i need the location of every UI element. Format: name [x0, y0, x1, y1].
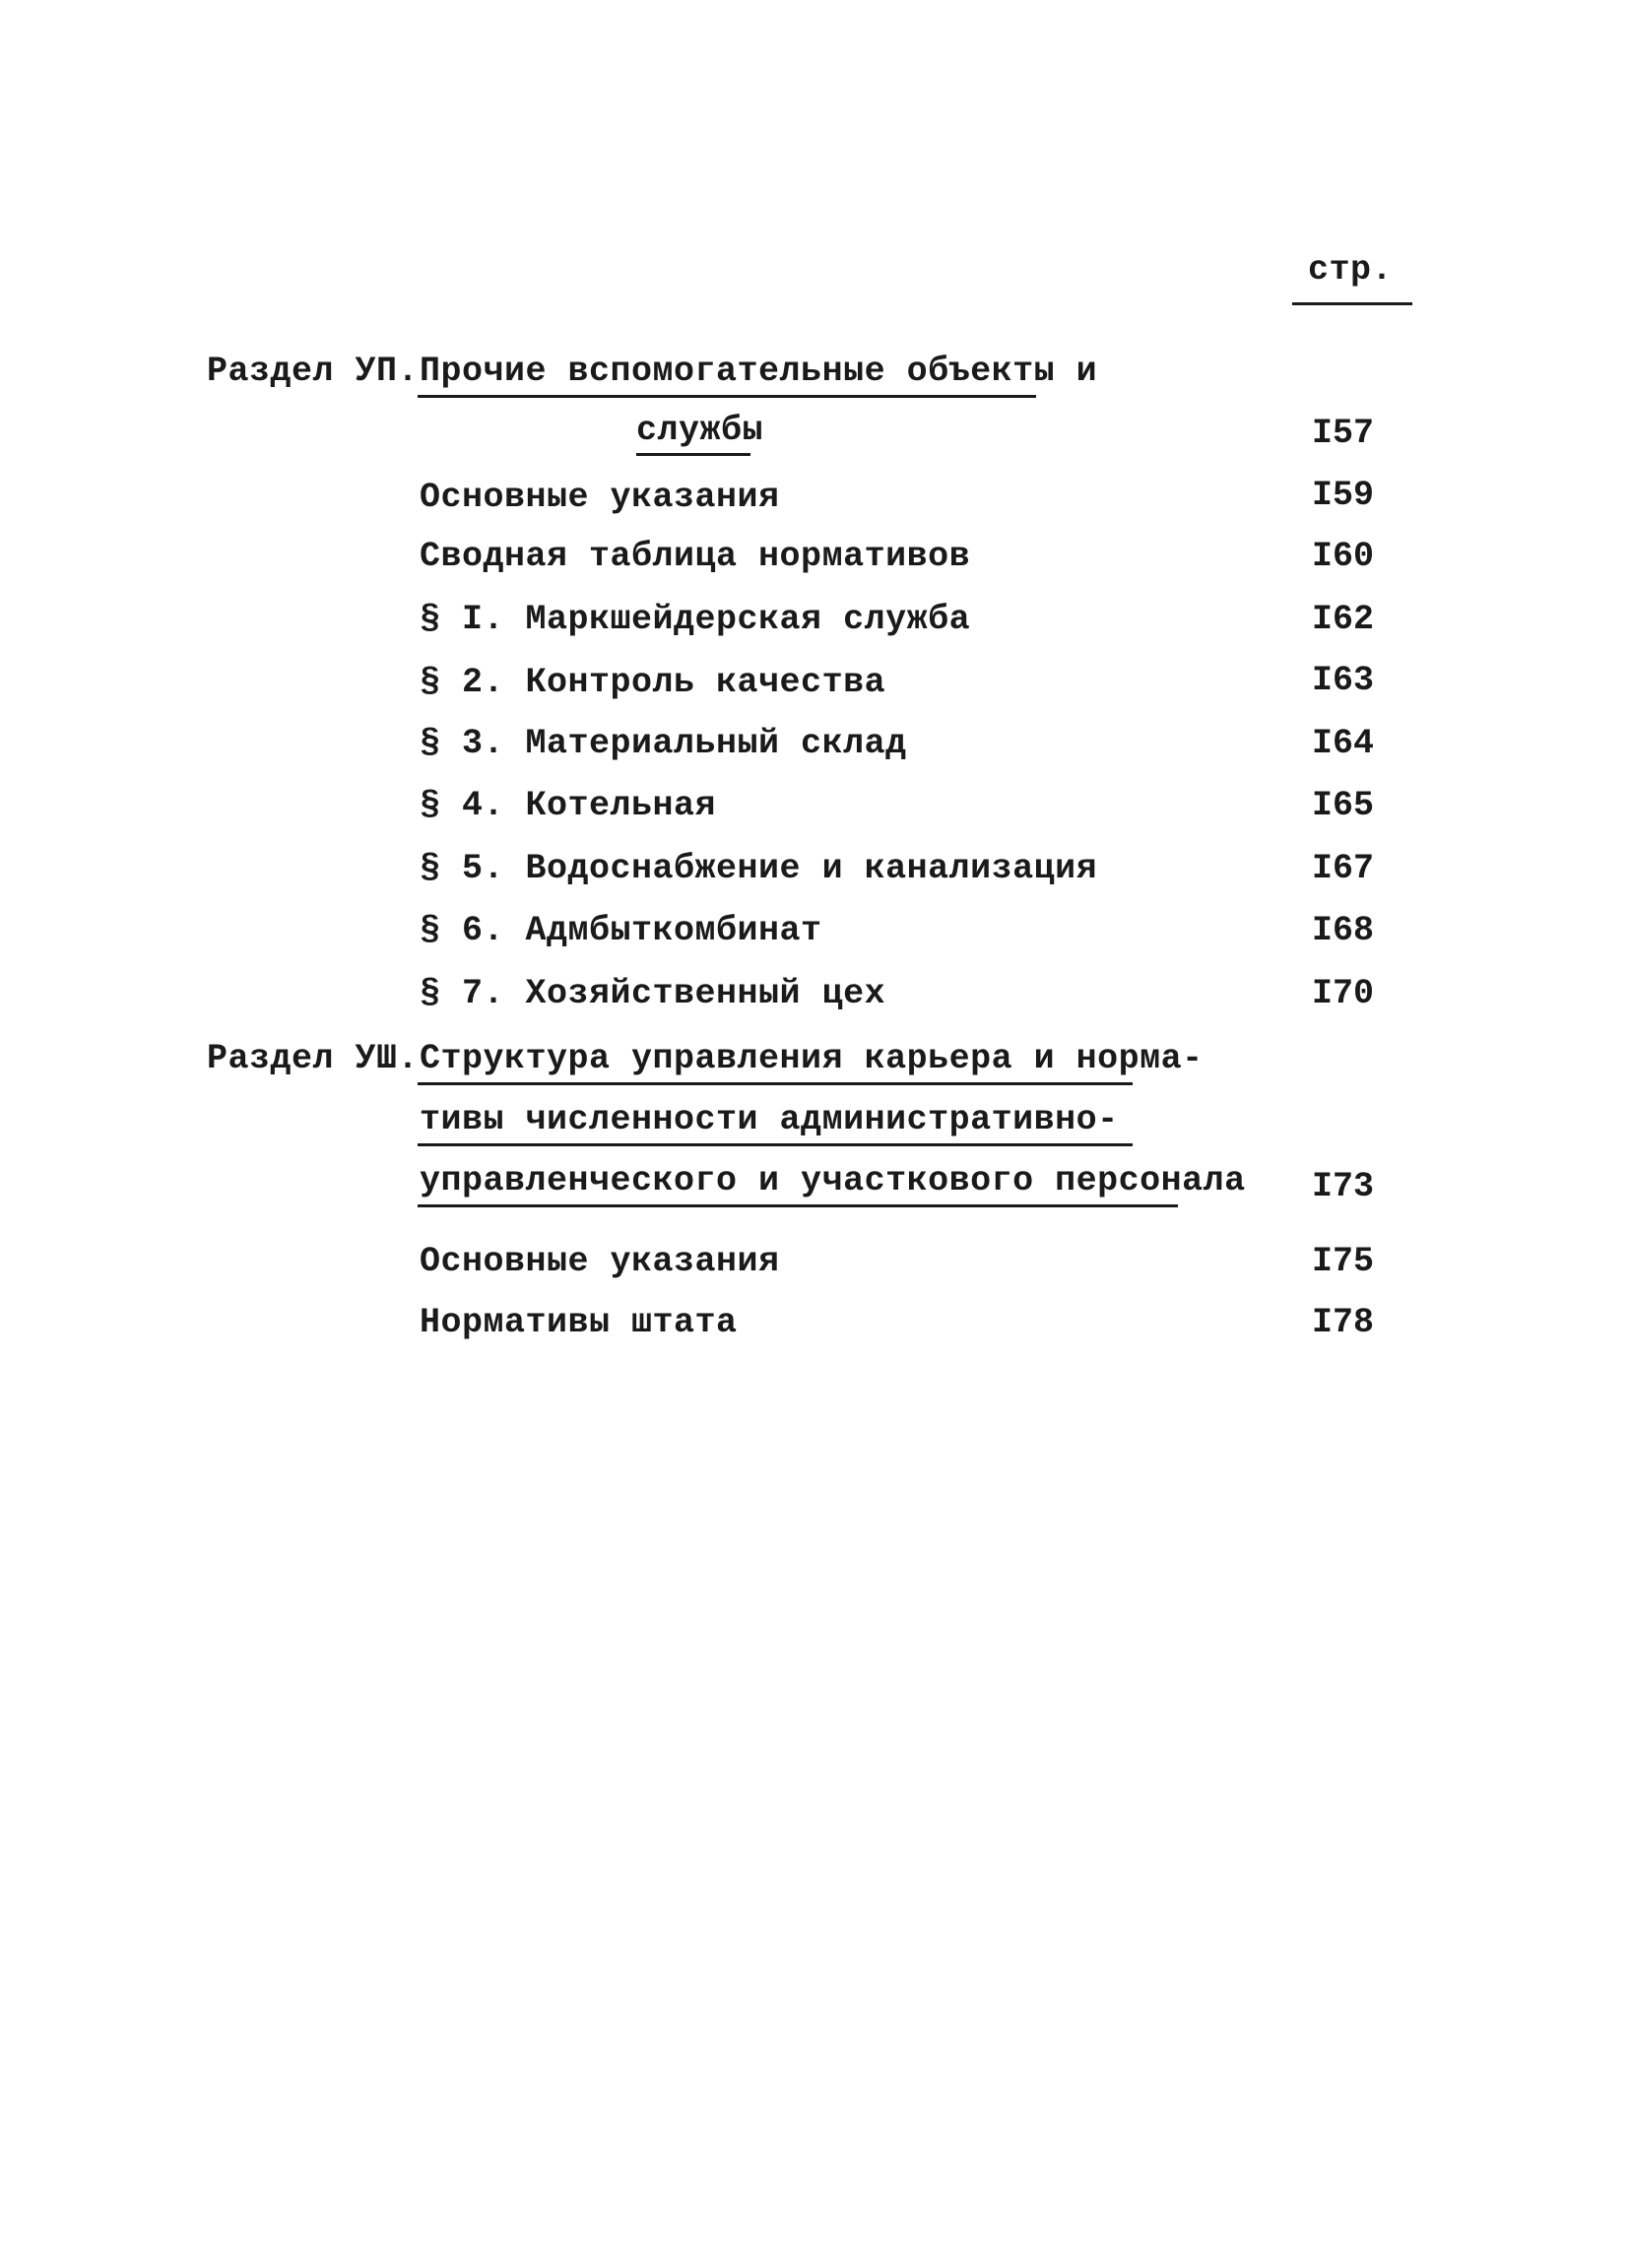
- toc-entry-page: I75: [1312, 1242, 1375, 1281]
- toc-entry: § 2. Контроль качества: [420, 663, 886, 702]
- toc-entry-page: I70: [1312, 974, 1375, 1013]
- toc-entry-page: I78: [1312, 1303, 1375, 1342]
- toc-entry-page: I59: [1312, 476, 1375, 515]
- toc-entry-page: I67: [1312, 849, 1375, 888]
- toc-entry: Основные указания: [420, 478, 780, 517]
- toc-entry: § 4. Котельная: [420, 786, 717, 825]
- toc-entry-page: I64: [1312, 724, 1375, 763]
- section-7-title-line-2: службы: [636, 411, 764, 450]
- section-8-title-line-1: Структура управления карьера и норма-: [420, 1039, 1204, 1078]
- toc-entry: Основные указания: [420, 1242, 780, 1281]
- toc-entry: § 6. Адмбыткомбинат: [420, 911, 822, 950]
- section-8-title-line-3: управленческого и участкового персонала: [420, 1161, 1246, 1200]
- toc-entry-page: I68: [1312, 911, 1375, 950]
- toc-entry: Нормативы штата: [420, 1303, 738, 1342]
- section-7-title-underline-2: [636, 453, 750, 456]
- toc-entry: § 5. Водоснабжение и канализация: [420, 849, 1098, 888]
- toc-entry: § 3. Материальный склад: [420, 724, 907, 763]
- section-7-title-underline-1: [418, 395, 1036, 398]
- toc-entry: § I. Маркшейдерская служба: [420, 600, 971, 639]
- toc-entry-page: I62: [1312, 600, 1375, 639]
- section-8-title-underline-2: [418, 1143, 1133, 1146]
- section-7-page: I57: [1312, 414, 1375, 453]
- page-column-label: стр.: [1308, 250, 1394, 290]
- toc-entry: Сводная таблица нормативов: [420, 537, 971, 576]
- section-7-label: Раздел УП.: [207, 352, 420, 391]
- section-7-title-line-1: Прочие вспомогательные объекты и: [420, 352, 1098, 391]
- page-column-underline: [1292, 302, 1412, 305]
- section-8-title-line-2: тивы численности административно-: [420, 1100, 1119, 1139]
- toc-entry-page: I65: [1312, 786, 1375, 825]
- section-8-title-underline-3: [418, 1204, 1178, 1207]
- toc-entry-page: I63: [1312, 661, 1375, 700]
- toc-entry: § 7. Хозяйственный цех: [420, 974, 886, 1013]
- toc-entry-page: I60: [1312, 537, 1375, 576]
- section-8-title-underline-1: [418, 1082, 1133, 1085]
- section-8-label: Раздел УШ.: [207, 1039, 420, 1078]
- section-8-page: I73: [1312, 1167, 1375, 1206]
